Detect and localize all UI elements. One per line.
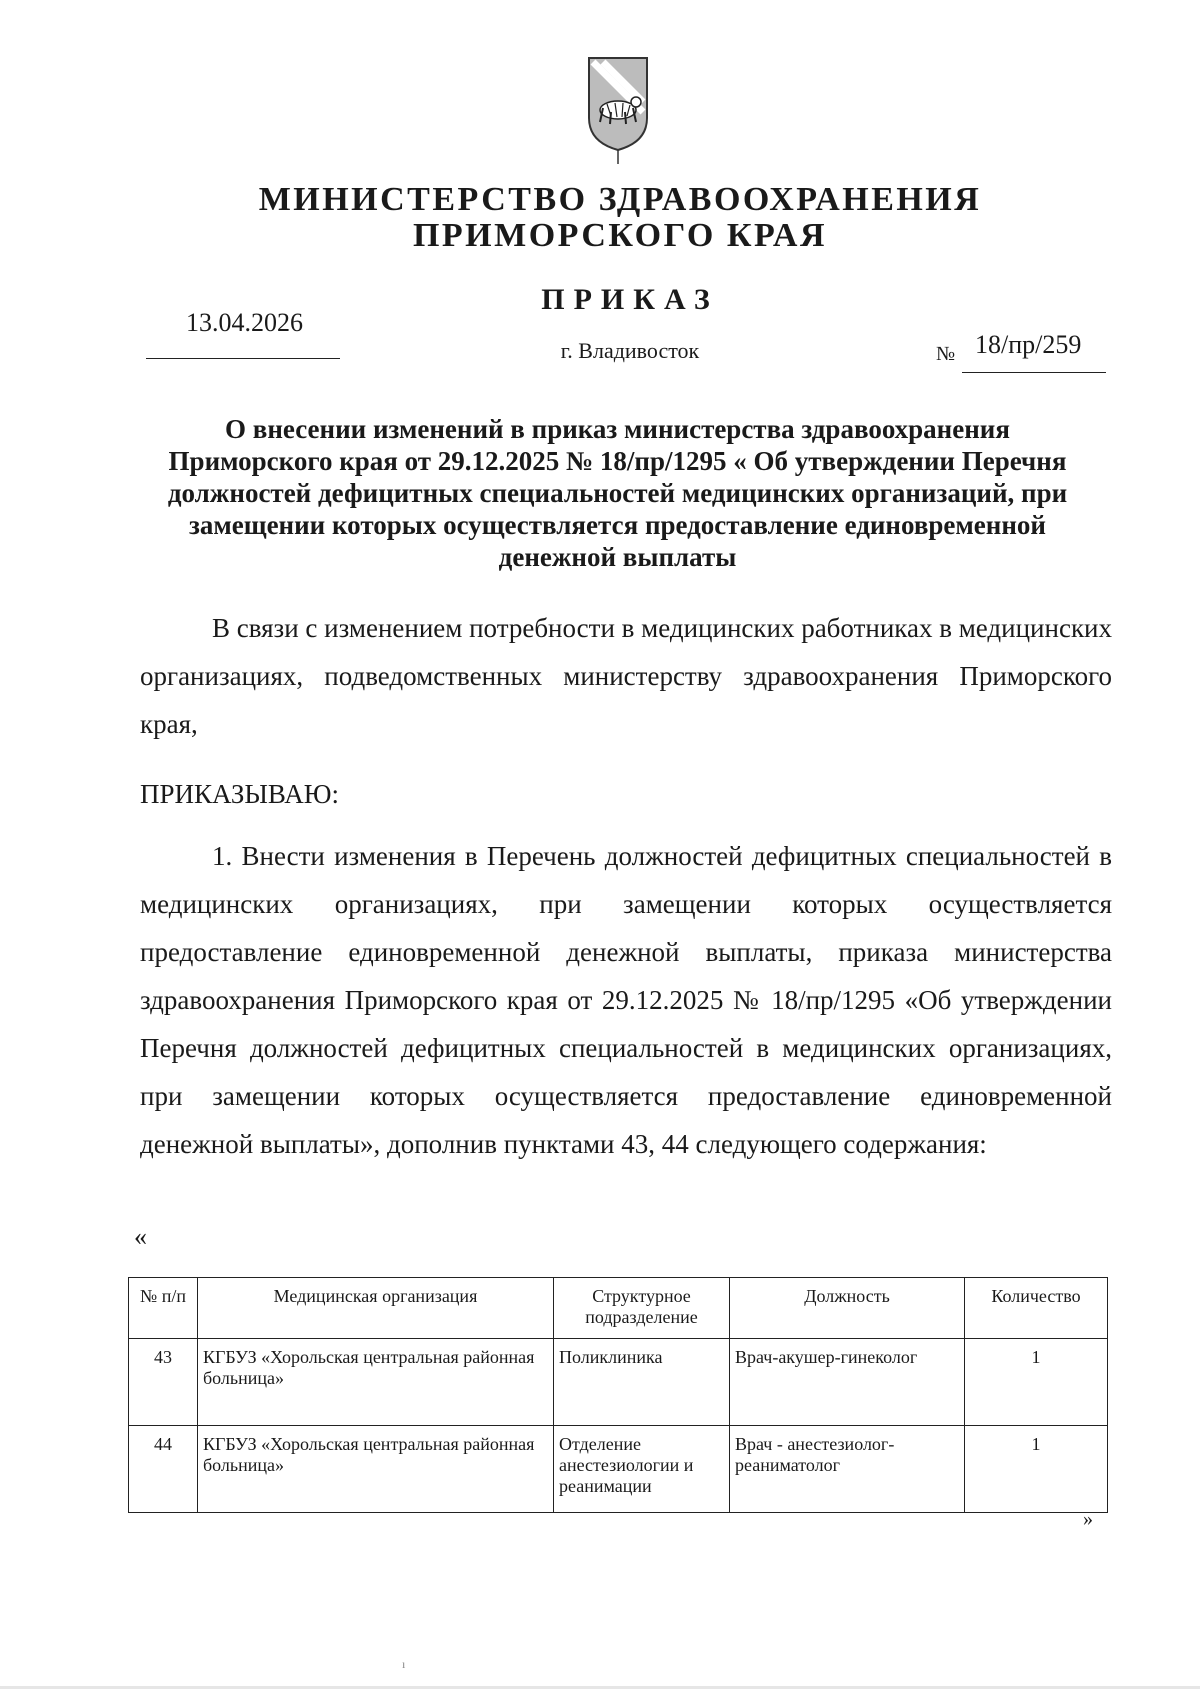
order-number: 18/пр/259 <box>975 330 1082 359</box>
title-line: замещении которых осуществляется предоставление единовременной <box>189 510 1046 540</box>
cell-unit: Поликлиника <box>554 1339 730 1426</box>
ministry-line-1: МИНИСТЕРСТВО ЗДРАВООХРАНЕНИЯ <box>258 181 982 218</box>
intro-paragraph: В связи с изменением потребности в медицинских работниках в медицинских организациях, подведомственных министерству здравоохранения Приморского края, <box>140 613 1113 739</box>
closing-quote: » <box>1083 1508 1093 1530</box>
title-line: Приморского края от 29.12.2025 № 18/пр/1295 « Об утверждении Перечня <box>168 446 1067 476</box>
scan-mark: ı <box>402 1657 406 1671</box>
title-line: денежной выплаты <box>498 542 737 572</box>
city: г. Владивосток <box>560 338 700 363</box>
cell-unit: Отделение анестезиологии и реанимации <box>554 1426 730 1513</box>
cell-quantity: 1 <box>965 1339 1108 1426</box>
cell-num: 44 <box>129 1426 198 1513</box>
table-header-row <box>129 1278 1108 1339</box>
page-edge <box>0 1686 1200 1689</box>
title-line: О внесении изменений в приказ министерства здравоохранения <box>225 414 1010 444</box>
positions-table <box>128 1277 1108 1513</box>
ministry-line-2: ПРИМОРСКОГО КРАЯ <box>412 217 828 254</box>
number-underline <box>962 372 1106 373</box>
header-organization: Медицинская организация <box>198 1278 554 1339</box>
ministry-name <box>200 182 1040 254</box>
cell-position: Врач - анестезиолог-реаниматолог <box>730 1426 965 1513</box>
cell-num: 43 <box>129 1339 198 1426</box>
number-sign: № <box>936 343 956 365</box>
table-row <box>129 1426 1108 1513</box>
header-position: Должность <box>730 1278 965 1339</box>
cell-organization: КГБУЗ «Хорольская центральная районная больница» <box>198 1426 554 1513</box>
title-line: должностей дефицитных специальностей медицинских организаций, при <box>167 478 1068 508</box>
cell-position: Врач-акушер-гинеколог <box>730 1339 965 1426</box>
order-date: 13.04.2026 <box>186 308 303 337</box>
opening-quote: « <box>134 1222 147 1251</box>
table-row <box>129 1339 1108 1426</box>
cell-organization: КГБУЗ «Хорольская центральная районная больница» <box>198 1339 554 1426</box>
cell-quantity: 1 <box>965 1426 1108 1513</box>
header-num: № п/п <box>129 1278 198 1339</box>
order-word: ПРИКАЗЫВАЮ: <box>140 779 339 809</box>
document-type: ПРИКАЗ <box>541 283 719 316</box>
date-underline <box>146 358 340 359</box>
header-unit: Структурное подразделение <box>554 1278 730 1339</box>
order-title <box>135 413 1100 573</box>
coat-of-arms-icon <box>583 52 653 170</box>
header-quantity: Количество <box>965 1278 1108 1339</box>
item-1-paragraph: 1. Внести изменения в Перечень должностей дефицитных специальностей в медицинских организациях, при замещении которых осуществляется предоставление единовременной денежной выплаты, приказа министерства здравоохранения Приморского края от 29.12.2025 № 18/пр/1295 «Об утверждении Перечня должностей дефицитных специальностей в медицинских организациях, при замещении которых осуществляется предоставление единовременной денежной выплаты», дополнив пунктами 43, 44 следующего содержания: <box>140 841 1112 1159</box>
